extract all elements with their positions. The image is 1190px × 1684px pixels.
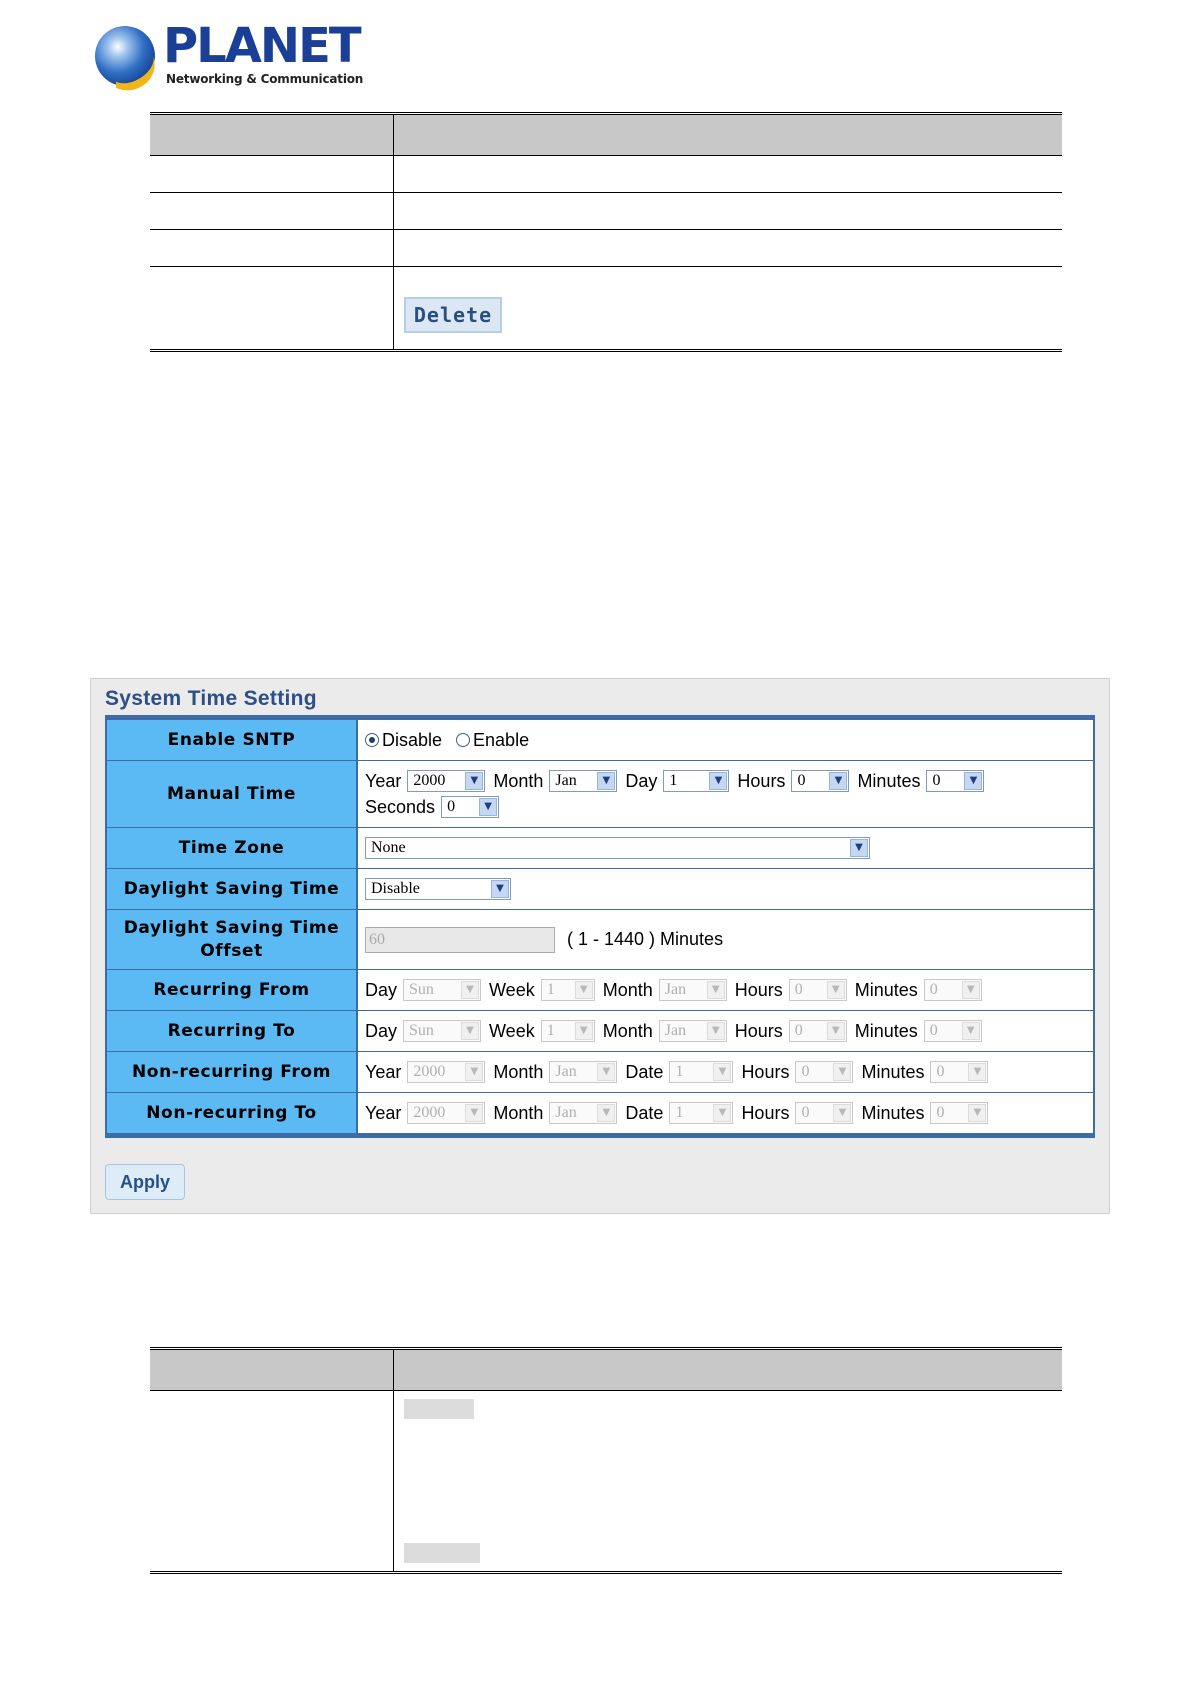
nonrec-to-year-select[interactable]: 2000 ▼ <box>407 1102 485 1124</box>
nonrec-to-minutes-select[interactable]: 0 ▼ <box>930 1102 988 1124</box>
day-label: Day <box>365 1020 398 1041</box>
delete-button[interactable]: Delete <box>404 297 502 333</box>
minutes-label: Minutes <box>861 1061 925 1082</box>
chevron-down-icon: ▼ <box>461 1022 479 1040</box>
rec-to-minutes-select[interactable]: 0 ▼ <box>924 1020 982 1042</box>
row-label: Enable SNTP <box>105 720 358 760</box>
apply-button[interactable]: Apply <box>105 1164 185 1200</box>
sntp-disable-radio[interactable] <box>365 733 379 747</box>
table-row <box>150 193 1062 230</box>
row-label: Manual Time <box>105 761 358 827</box>
month-label: Month <box>493 770 544 791</box>
logo-tagline: Networking & Communication <box>166 72 364 86</box>
nonrec-from-minutes-select[interactable]: 0 ▼ <box>930 1061 988 1083</box>
minutes-label: Minutes <box>854 979 918 1000</box>
chevron-down-icon: ▼ <box>479 798 497 816</box>
logo-brand: PLANET <box>163 18 360 74</box>
month-label: Month <box>602 1020 653 1041</box>
row-recurring-to <box>105 1011 1095 1052</box>
hours-label: Hours <box>741 1061 790 1082</box>
chevron-down-icon: ▼ <box>833 1104 851 1122</box>
month-label: Month <box>493 1061 544 1082</box>
row-label: Recurring To <box>105 1011 358 1051</box>
table-header-row <box>150 1350 1062 1391</box>
row-time-zone <box>105 828 1095 869</box>
table-header-row <box>150 115 1062 156</box>
redacted-block <box>404 1399 474 1419</box>
row-label: Time Zone <box>105 828 358 868</box>
chevron-down-icon: ▼ <box>827 981 845 999</box>
nonrec-to-date-select[interactable]: 1 ▼ <box>669 1102 733 1124</box>
seconds-label: Seconds <box>365 796 436 817</box>
chevron-down-icon: ▼ <box>465 1063 483 1081</box>
chevron-down-icon: ▼ <box>491 880 509 898</box>
year-label: Year <box>365 1102 402 1123</box>
manual-seconds-select[interactable]: 0 ▼ <box>441 796 499 818</box>
rec-to-month-select[interactable]: Jan ▼ <box>659 1020 727 1042</box>
chevron-down-icon: ▼ <box>709 772 727 790</box>
row-label: Non-recurring To <box>105 1093 358 1133</box>
manual-minutes-select[interactable]: 0 ▼ <box>926 770 984 792</box>
minutes-label: Minutes <box>854 1020 918 1041</box>
chevron-down-icon: ▼ <box>964 772 982 790</box>
chevron-down-icon: ▼ <box>465 1104 483 1122</box>
settings-grid <box>105 715 1095 1138</box>
sntp-enable-radio[interactable] <box>456 733 470 747</box>
row-daylight-saving-time <box>105 869 1095 910</box>
date-label: Date <box>625 1061 664 1082</box>
chevron-down-icon: ▼ <box>850 839 868 857</box>
chevron-down-icon: ▼ <box>597 1104 615 1122</box>
rec-from-week-select[interactable]: 1 ▼ <box>541 979 595 1001</box>
manual-year-select[interactable]: 2000 ▼ <box>407 770 485 792</box>
date-label: Date <box>625 1102 664 1123</box>
nonrec-to-hours-select[interactable]: 0 ▼ <box>795 1102 853 1124</box>
nonrec-from-year-select[interactable]: 2000 ▼ <box>407 1061 485 1083</box>
bottom-doc-table <box>150 1347 1062 1574</box>
row-non-recurring-from <box>105 1052 1095 1093</box>
chevron-down-icon: ▼ <box>713 1104 731 1122</box>
row-manual-time <box>105 761 1095 828</box>
month-label: Month <box>493 1102 544 1123</box>
table-row <box>150 230 1062 267</box>
month-label: Month <box>602 979 653 1000</box>
week-label: Week <box>489 1020 535 1041</box>
nonrec-from-hours-select[interactable]: 0 ▼ <box>795 1061 853 1083</box>
chevron-down-icon: ▼ <box>597 772 615 790</box>
chevron-down-icon: ▼ <box>707 1022 725 1040</box>
chevron-down-icon: ▼ <box>575 1022 593 1040</box>
chevron-down-icon: ▼ <box>461 981 479 999</box>
table-row <box>150 1391 1062 1571</box>
rec-to-week-select[interactable]: 1 ▼ <box>541 1020 595 1042</box>
chevron-down-icon: ▼ <box>968 1063 986 1081</box>
time-zone-select[interactable]: None ▼ <box>365 837 870 859</box>
rec-to-hours-select[interactable]: 0 ▼ <box>789 1020 847 1042</box>
hours-label: Hours <box>741 1102 790 1123</box>
rec-from-minutes-select[interactable]: 0 ▼ <box>924 979 982 1001</box>
manual-hours-select[interactable]: 0 ▼ <box>791 770 849 792</box>
chevron-down-icon: ▼ <box>962 981 980 999</box>
day-label: Day <box>365 979 398 1000</box>
hours-label: Hours <box>734 1020 783 1041</box>
year-label: Year <box>365 770 402 791</box>
week-label: Week <box>489 979 535 1000</box>
redacted-block <box>404 1543 480 1563</box>
chevron-down-icon: ▼ <box>827 1022 845 1040</box>
table-row <box>150 156 1062 193</box>
dst-select[interactable]: Disable ▼ <box>365 878 511 900</box>
planet-logo <box>95 18 364 88</box>
rec-from-day-select[interactable]: Sun ▼ <box>403 979 481 1001</box>
system-time-setting-panel <box>90 678 1110 1214</box>
row-label: Recurring From <box>105 970 358 1010</box>
nonrec-from-month-select[interactable]: Jan ▼ <box>549 1061 617 1083</box>
table-row <box>150 267 1062 349</box>
chevron-down-icon: ▼ <box>962 1022 980 1040</box>
dst-offset-hint: ( 1 - 1440 ) Minutes <box>567 929 724 949</box>
chevron-down-icon: ▼ <box>707 981 725 999</box>
rec-to-day-select[interactable]: Sun ▼ <box>403 1020 481 1042</box>
rec-from-month-select[interactable]: Jan ▼ <box>659 979 727 1001</box>
minutes-label: Minutes <box>861 1102 925 1123</box>
row-enable-sntp <box>105 720 1095 761</box>
chevron-down-icon: ▼ <box>829 772 847 790</box>
minutes-label: Minutes <box>857 770 921 791</box>
year-label: Year <box>365 1061 402 1082</box>
sntp-disable-label: Disable <box>382 729 443 750</box>
chevron-down-icon: ▼ <box>575 981 593 999</box>
chevron-down-icon: ▼ <box>713 1063 731 1081</box>
chevron-down-icon: ▼ <box>465 772 483 790</box>
sntp-enable-label: Enable <box>473 729 530 750</box>
hours-label: Hours <box>737 770 786 791</box>
row-recurring-from <box>105 970 1095 1011</box>
rec-from-hours-select[interactable]: 0 ▼ <box>789 979 847 1001</box>
row-label: Non-recurring From <box>105 1052 358 1092</box>
hours-label: Hours <box>734 979 783 1000</box>
chevron-down-icon: ▼ <box>833 1063 851 1081</box>
row-label: Daylight Saving Time Offset <box>105 910 358 969</box>
day-label: Day <box>625 770 658 791</box>
row-dst-offset <box>105 910 1095 970</box>
row-label: Daylight Saving Time <box>105 869 358 909</box>
row-non-recurring-to <box>105 1093 1095 1133</box>
top-doc-table <box>150 112 1062 352</box>
nonrec-to-month-select[interactable]: Jan ▼ <box>549 1102 617 1124</box>
nonrec-from-date-select[interactable]: 1 ▼ <box>669 1061 733 1083</box>
chevron-down-icon: ▼ <box>597 1063 615 1081</box>
panel-title: System Time Setting <box>105 687 317 710</box>
chevron-down-icon: ▼ <box>968 1104 986 1122</box>
manual-month-select[interactable]: Jan ▼ <box>549 770 617 792</box>
dst-offset-input[interactable]: 60 <box>365 927 555 953</box>
manual-day-select[interactable]: 1 ▼ <box>663 770 729 792</box>
